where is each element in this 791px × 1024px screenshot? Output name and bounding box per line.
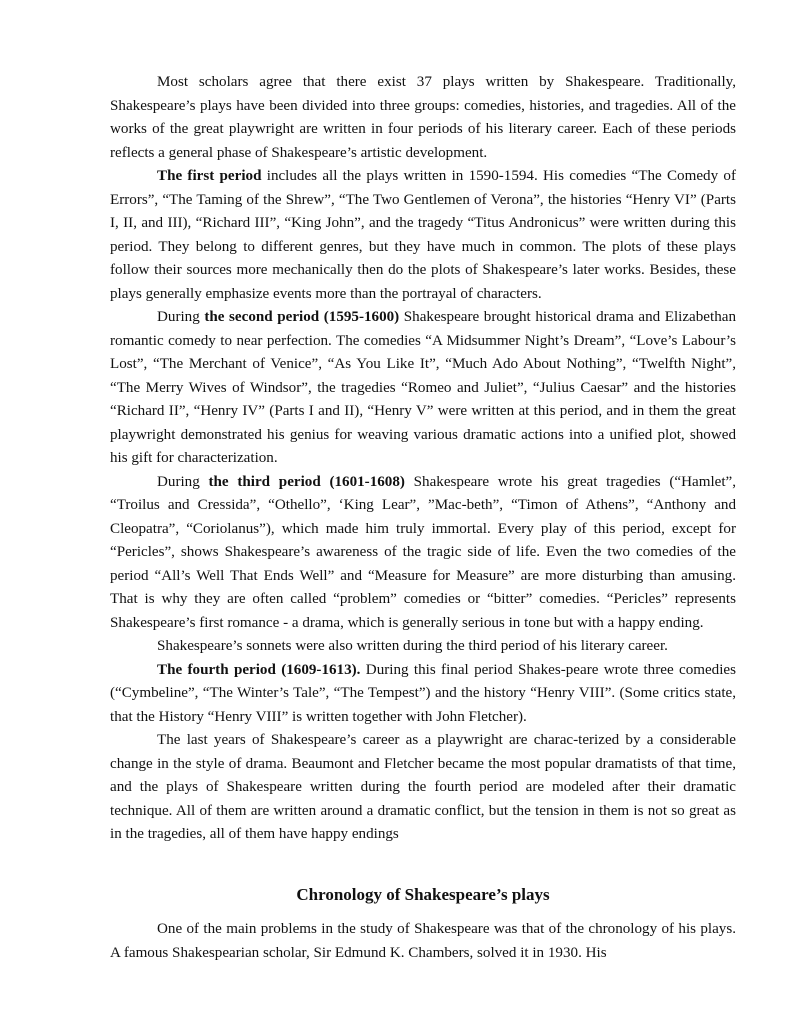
paragraph-second-period: [110, 306, 736, 471]
paragraph-text: includes all the plays written in 1590-1594. His comedies “The Comedy of Errors”, “The Taming of the Shrew”, “The Two Gentlemen of Verona”, the histories “Henry VI” (Parts I, II, and III), “Richard III”, “King John”, and the tragedy “Titus Andronicus” were written during this period. They belong to different genres, but they have much in common. The plots of these plays follow their sources more mechanically then do the plots of Shakespeare’s later works. Besides, these plays generally emphasize events more than the portrayal of characters.: [110, 168, 736, 302]
paragraph-intro: [110, 71, 736, 165]
paragraph-text: Shakespeare brought historical drama and Elizabethan romantic comedy to near perfection. The comedies “A Midsummer Night’s Dream”, “Love’s Labour’s Lost”, “The Merchant of Venice”, “As You Like It”, “Much Ado About Nothing”, “Twelfth Night”, “The Merry Wives of Windsor”, the tragedies “Romeo and Juliet”, “Julius Caesar” and the histories “Richard II”, “Henry IV” (Parts I and II), “Henry V” were written at this period, and in them the great playwright demonstrated his genius for weaving various dramatic actions into a unified plot, showed his gift for characterization.: [110, 309, 736, 466]
paragraph-bold-term: The fourth period (1609-1613).: [157, 661, 361, 678]
paragraph-bold-term: the second period (1595-1600): [204, 309, 400, 325]
paragraph-chronology: [110, 918, 736, 965]
paragraph-bold-term: The first period: [157, 168, 262, 184]
paragraph-lead: During: [157, 473, 209, 490]
paragraph-text: Most scholars agree that there exist 37 plays written by Shakespeare. Traditionally, Shakespeare’s plays have been divided into three groups: comedies, histories, and tragedies. All of the works of the great playwright are written in four periods of his literary career. Each of these periods reflects a general phase of Shakespeare’s artistic development.: [110, 74, 736, 161]
paragraph-first-period: [110, 165, 736, 306]
paragraph-text: Shakespeare’s sonnets were also written during the third period of his literary career.: [157, 638, 668, 654]
paragraph-text: The last years of Shakespeare’s career as a playwright are charac-terized by a considerable change in the style of drama. Beaumont and Fletcher became the most popular dramatists of that time, and the plays of Shakespeare written during the fourth period are modeled after their dramatic technique. All of them are written around a dramatic conflict, but the tension in them is not so great as in the tragedies, all of them have happy endings: [110, 732, 736, 842]
body-text: [110, 71, 736, 847]
paragraph-bold-term: the third period (1601-1608): [208, 473, 405, 490]
paragraph-text: Shakespeare wrote his great tragedies (“Hamlet”, “Troilus and Cressida”, “Othello”, ‘King Lear”, ”Mac-beth”, “Timon of Athens”, “Anthony and Cleopatra”, “Coriolanus”), which made him truly immortal. Every play of this period, except for “Pericles”, shows Shakespeare’s awareness of the tragic side of life. Even the two comedies of the period “All’s Well That Ends Well” and “Measure for Measure” are more disturbing than amusing. That is why they are often called “problem” comedies or “bitter” comedies. “Pericles” represents Shakespeare’s first romance - a drama, which is generally serious in tone but with a happy ending.: [110, 473, 737, 631]
paragraph-last-years: [110, 729, 736, 847]
paragraph-fourth-period: [110, 659, 736, 730]
paragraph-text: One of the main problems in the study of Shakespeare was that of the chronology of his plays. A famous Shakespearian scholar, Sir Edmund K. Chambers, solved it in 1930. His: [110, 921, 736, 961]
section-heading: Chronology of Shakespeare’s plays: [296, 885, 550, 904]
paragraph-text: During this final period Shakes-peare wrote three comedies (“Cymbeline”, “The Winter’s Tale”, “The Tempest”) and the history “Henry VIII”. (Some critics state, that the History “Henry VIII” is written together with John Fletcher).: [110, 661, 736, 725]
paragraph-sonnets: [110, 635, 736, 659]
paragraph-third-period: [110, 471, 736, 636]
section-body-text: [110, 918, 736, 965]
paragraph-lead: During: [157, 309, 205, 325]
